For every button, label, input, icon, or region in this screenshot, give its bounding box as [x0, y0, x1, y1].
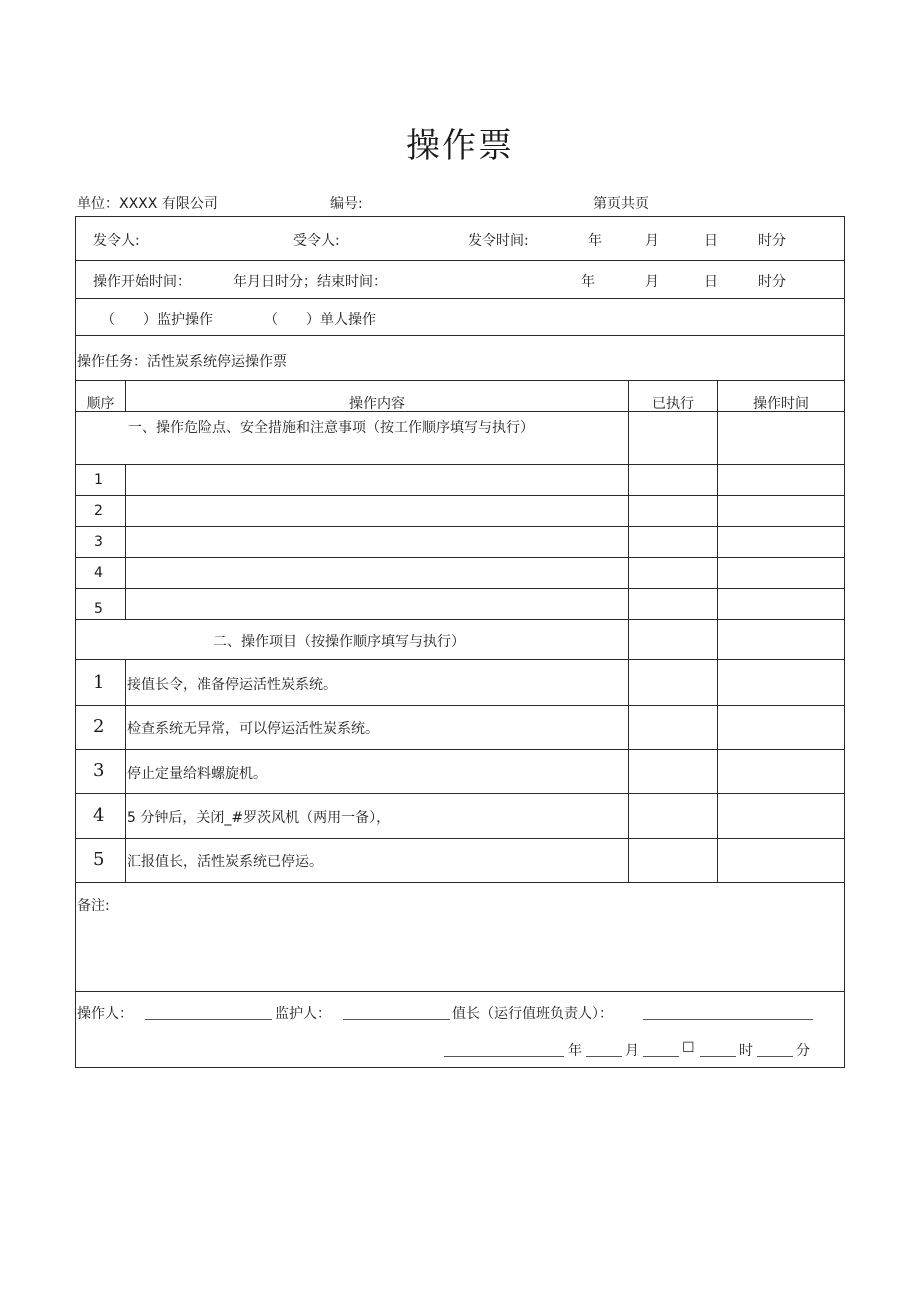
- section2-title: 二、操作项目（按操作顺序填写与执行）: [213, 634, 465, 650]
- section1-row-number: 4: [94, 565, 103, 581]
- footer-month-label: 月: [625, 1043, 639, 1059]
- item-number: 5: [93, 849, 105, 870]
- end-day-label: 日: [704, 274, 718, 290]
- issue-hour-min-label: 时分: [758, 233, 786, 249]
- item-number: 4: [93, 805, 105, 826]
- operator-label: 操作人：: [77, 1006, 133, 1022]
- item-number: 3: [93, 760, 105, 781]
- day-field-line[interactable]: [643, 1056, 679, 1057]
- chief-label: 值长（运行值班负责人）：: [452, 1006, 613, 1022]
- task-label: 操作任务：活性炭系统停运操作票: [77, 354, 287, 370]
- item-text: 停止定量给料螺旋机。: [127, 766, 267, 782]
- month-field-line[interactable]: [586, 1056, 622, 1057]
- monitor-signature-line[interactable]: [343, 1019, 450, 1020]
- page-title: 操作票: [406, 126, 514, 166]
- column-done: 已执行: [652, 396, 694, 412]
- column-content: 操作内容: [349, 396, 405, 412]
- receiver-label: 受令人:: [293, 233, 340, 249]
- start-time-label: 操作开始时间：: [93, 274, 191, 290]
- issue-year-label: 年: [588, 233, 602, 249]
- footer-minute-label: 分: [796, 1043, 810, 1059]
- item-text: 汇报值长，活性炭系统已停运。: [127, 854, 323, 870]
- column-time: 操作时间: [753, 396, 809, 412]
- code-label: 编号:: [330, 196, 363, 212]
- section1-row-number: 3: [94, 534, 103, 550]
- footer-year-label: 年: [568, 1043, 582, 1059]
- monitor-label: 监护人：: [275, 1006, 331, 1022]
- chief-signature-line[interactable]: [643, 1019, 813, 1020]
- end-hour-min-label: 时分: [758, 274, 786, 290]
- item-text: 接值长令，准备停运活性炭系统。: [127, 677, 337, 693]
- item-number: 2: [93, 716, 105, 737]
- end-year-label: 年: [581, 274, 595, 290]
- section1-title: 一、操作危险点、安全措施和注意事项（按工作顺序填写与执行）: [128, 420, 534, 436]
- date-signature-line[interactable]: [444, 1056, 564, 1057]
- footer-hour-label: 时: [739, 1043, 753, 1059]
- section1-row-number: 5: [94, 601, 103, 617]
- section1-row-number: 1: [94, 472, 103, 488]
- single-operation-option[interactable]: （ ）单人操作: [264, 312, 376, 328]
- unit-label: 单位：XXXX 有限公司: [77, 196, 218, 212]
- hour-field-line[interactable]: [700, 1056, 736, 1057]
- remarks-label: 备注:: [77, 898, 110, 914]
- issue-day-label: 日: [704, 233, 718, 249]
- issue-month-label: 月: [645, 233, 659, 249]
- item-text: 5 分钟后，关闭_#罗茨风机（两用一备），: [127, 810, 391, 826]
- start-end-fields: 年月日时分；结束时间：: [233, 274, 387, 290]
- end-month-label: 月: [645, 274, 659, 290]
- minute-field-line[interactable]: [757, 1056, 793, 1057]
- issuer-label: 发令人:: [93, 233, 140, 249]
- item-text: 检查系统无异常，可以停运活性炭系统。: [127, 721, 379, 737]
- operator-signature-line[interactable]: [145, 1019, 272, 1020]
- footer-day-box: ☐: [682, 1040, 695, 1056]
- page-count-label: 第页共页: [593, 196, 649, 212]
- monitored-operation-option[interactable]: （ ）监护操作: [101, 312, 213, 328]
- item-number: 1: [93, 672, 105, 693]
- column-seq: 顺序: [86, 396, 115, 412]
- issue-time-label: 发令时间:: [468, 233, 529, 249]
- section1-row-number: 2: [94, 503, 103, 519]
